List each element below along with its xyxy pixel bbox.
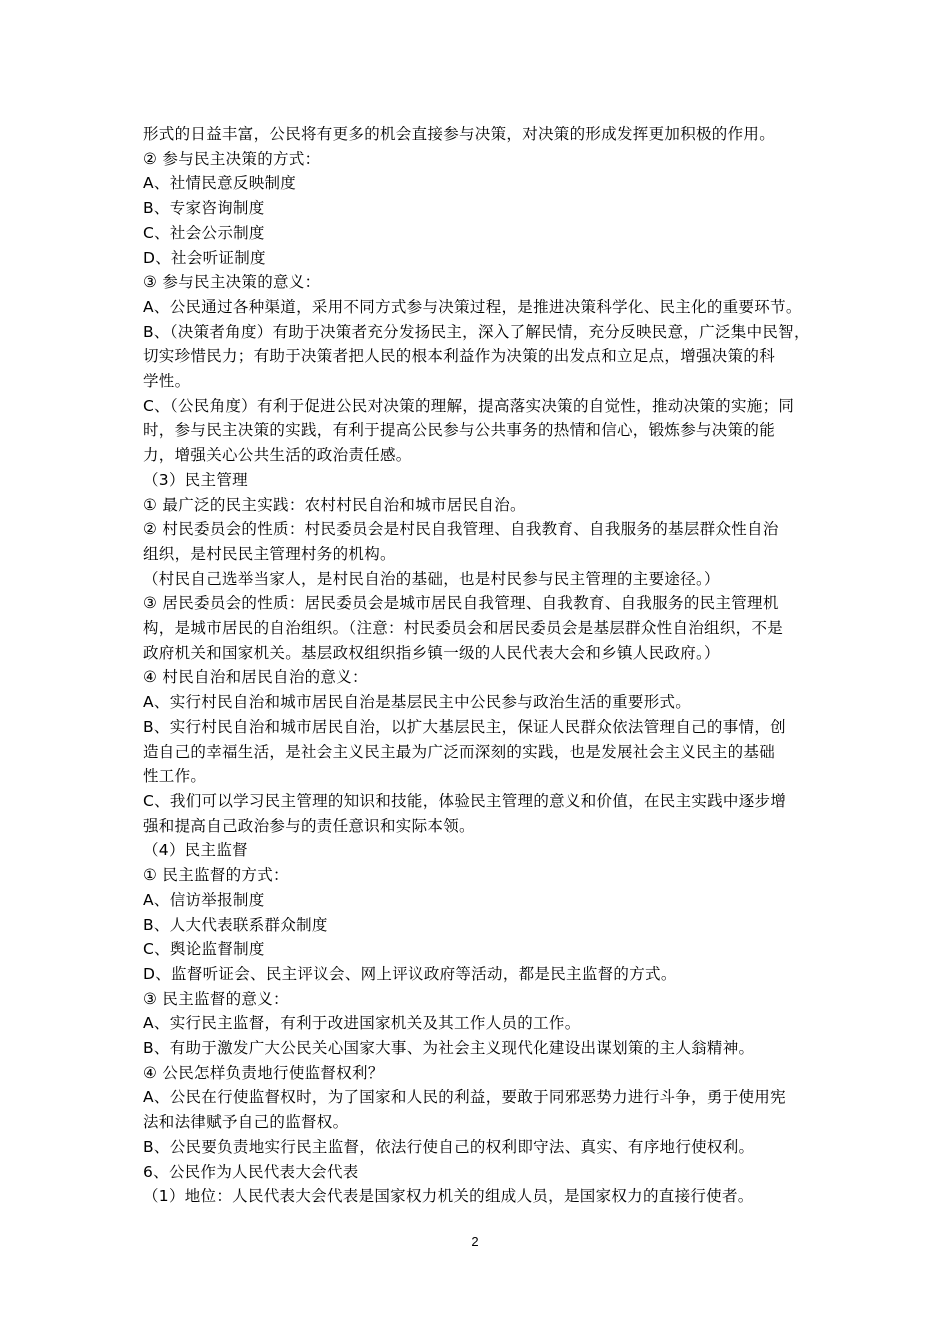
text-line: C、（公民角度）有利于促进公民对决策的理解，提高落实决策的自觉性，推动决策的实施；同	[143, 396, 795, 415]
text-line: A、实行民主监督，有利于改进国家机关及其工作人员的工作。	[143, 1014, 581, 1033]
text-line: 学性。	[143, 372, 191, 391]
text-line: D、社会听证制度	[143, 248, 266, 267]
text-line: A、信访举报制度	[143, 890, 265, 909]
document-body	[143, 122, 813, 1209]
text-line: ② 村民委员会的性质：村民委员会是村民自我管理、自我教育、自我服务的基层群众性自治	[143, 520, 779, 539]
text-line: ④ 公民怎样负责地行使监督权利？	[143, 1063, 384, 1082]
text-line: B、公民要负责地实行民主监督，依法行使自己的权利即守法、真实、有序地行使权利。	[143, 1137, 755, 1156]
text-line: ② 参与民主决策的方式：	[143, 149, 321, 168]
text-line: ③ 民主监督的意义：	[143, 989, 289, 1008]
text-line: 性工作。	[143, 767, 207, 786]
text-line: B、有助于激发广大公民关心国家大事、为社会主义现代化建设出谋划策的主人翁精神。	[143, 1039, 755, 1058]
text-line: B、（决策者角度）有助于决策者充分发扬民主，深入了解民情，充分反映民意，广泛集中民智，	[143, 322, 810, 341]
text-line: （1）地位：人民代表大会代表是国家权力机关的组成人员，是国家权力的直接行使者。	[143, 1187, 754, 1206]
text-line: 造自己的幸福生活，是社会主义民主最为广泛而深刻的实践，也是发展社会主义民主的基础	[143, 742, 776, 761]
text-line: C、社会公示制度	[143, 223, 265, 242]
text-line: D、监督听证会、民主评议会、网上评议政府等活动，都是民主监督的方式。	[143, 964, 677, 983]
text-line: C、舆论监督制度	[143, 940, 265, 959]
text-line: 力，增强关心公共生活的政治责任感。	[143, 446, 412, 465]
text-line: A、实行村民自治和城市居民自治是基层民主中公民参与政治生活的重要形式。	[143, 693, 692, 712]
text-line: A、公民在行使监督权时，为了国家和人民的利益，要敢于同邪恶势力进行斗争，勇于使用宪	[143, 1088, 786, 1107]
text-line: ③ 参与民主决策的意义：	[143, 273, 321, 292]
text-line: C、我们可以学习民主管理的知识和技能，体验民主管理的意义和价值，在民主实践中逐步增	[143, 791, 787, 810]
text-line: 切实珍惜民力；有助于决策者把人民的根本利益作为决策的出发点和立足点，增强决策的科	[143, 347, 776, 366]
text-line: B、专家咨询制度	[143, 199, 265, 218]
text-line: 形式的日益丰富，公民将有更多的机会直接参与决策，对决策的形成发挥更加积极的作用。	[143, 125, 776, 143]
text-line: ① 民主监督的方式：	[143, 866, 289, 885]
text-line: B、实行村民自治和城市居民自治，以扩大基层民主，保证人民群众依法管理自己的事情，创	[143, 717, 786, 736]
page-number: 2	[471, 1234, 479, 1249]
section-heading: （4）民主监督	[143, 841, 248, 860]
text-line: B、人大代表联系群众制度	[143, 915, 328, 934]
text-line: 构，是城市居民的自治组织。（注意：村民委员会和居民委员会是基层群众性自治组织，不是	[143, 619, 784, 638]
text-line: 法和法律赋予自己的监督权。	[143, 1113, 349, 1132]
text-line: 强和提高自己政治参与的责任意识和实际本领。	[143, 816, 475, 835]
text-line: ③ 居民委员会的性质：居民委员会是城市居民自我管理、自我教育、自我服务的民主管理机	[143, 594, 779, 613]
text-line: 组织，是村民民主管理村务的机构。	[143, 544, 396, 563]
text-line: A、社情民意反映制度	[143, 174, 297, 193]
text-line: A、公民通过各种渠道，采用不同方式参与决策过程，是推进决策科学化、民主化的重要环节。	[143, 297, 802, 316]
text-line: ④ 村民自治和居民自治的意义：	[143, 668, 368, 687]
section-heading: 6、公民作为人民代表大会代表	[143, 1162, 359, 1181]
text-line: 政府机关和国家机关。基层政权组织指乡镇一级的人民代表大会和乡镇人民政府。）	[143, 643, 720, 662]
section-heading: （3）民主管理	[143, 470, 248, 489]
text-line: （村民自己选举当家人，是村民自治的基础，也是村民参与民主管理的主要途径。）	[143, 569, 720, 588]
text-line: ① 最广泛的民主实践：农村村民自治和城市居民自治。	[143, 495, 526, 514]
text-line: 时，参与民主决策的实践，有利于提高公民参与公共事务的热情和信心，锻炼参与决策的能	[143, 421, 776, 440]
